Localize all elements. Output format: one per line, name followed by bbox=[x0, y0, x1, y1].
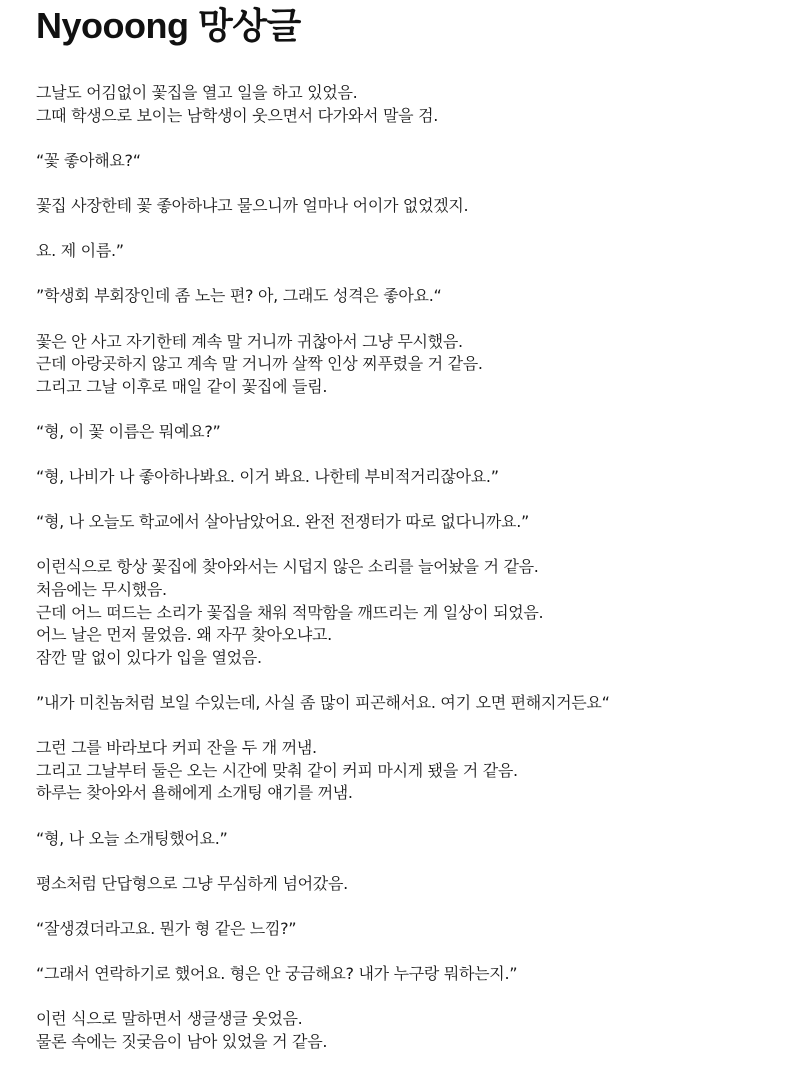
paragraph bbox=[36, 737, 764, 805]
paragraph bbox=[36, 918, 764, 941]
paragraph-line: 물론 속에는 짓궂음이 남아 있었을 거 같음. bbox=[36, 1031, 328, 1051]
paragraph-line: ”학생회 부회장인데 좀 노는 편? 아, 그래도 성격은 좋아요.“ bbox=[36, 286, 442, 306]
paragraph-line: 평소처럼 단답형으로 그냥 무심하게 넘어갔음. bbox=[36, 873, 348, 893]
paragraph-line: ”내가 미친놈처럼 보일 수있는데, 사실 좀 많이 피곤해서요. 여기 오면 편해지거든요“ bbox=[36, 693, 610, 713]
paragraph-line: “형, 나비가 나 좋아하나봐요. 이거 봐요. 나한테 부비적거리잖아요.” bbox=[36, 467, 499, 487]
paragraph-line: “꽃 좋아해요?“ bbox=[36, 150, 141, 170]
paragraph bbox=[36, 692, 764, 715]
paragraph bbox=[36, 511, 764, 534]
paragraph bbox=[36, 421, 764, 444]
paragraph bbox=[36, 873, 764, 896]
paragraph-line: 처음에는 무시했음. bbox=[36, 580, 167, 600]
paragraph-line: “형, 이 꽃 이름은 뭐예요?” bbox=[36, 421, 221, 441]
paragraph-line: 근데 아랑곳하지 않고 계속 말 거니까 살짝 인상 찌푸렸을 거 같음. bbox=[36, 354, 483, 374]
paragraph-line: 하루는 찾아와서 욜해에게 소개팅 얘기를 꺼냄. bbox=[36, 783, 353, 803]
paragraph-line: “형, 나 오늘 소개팅했어요.” bbox=[36, 828, 228, 848]
paragraph-line: 꽃집 사장한테 꽃 좋아하냐고 물으니까 얼마나 어이가 없었겠지. bbox=[36, 195, 469, 215]
paragraph bbox=[36, 466, 764, 489]
paragraph-line: 근데 어느 떠드는 소리가 꽃집을 채워 적막함을 깨뜨리는 게 일상이 되었음. bbox=[36, 602, 544, 622]
paragraph-line: “형, 나 오늘도 학교에서 살아남았어요. 완전 전쟁터가 따로 없다니까요.” bbox=[36, 512, 529, 532]
paragraph bbox=[36, 82, 764, 127]
paragraph bbox=[36, 195, 764, 218]
paragraph-line: 이런식으로 항상 꽃집에 찾아와서는 시덥지 않은 소리를 늘어놨을 거 같음. bbox=[36, 557, 539, 577]
paragraph bbox=[36, 150, 764, 173]
paragraph bbox=[36, 240, 764, 263]
paragraph bbox=[36, 556, 764, 669]
paragraph-line: 요. 제 이름.” bbox=[36, 241, 124, 261]
paragraph-line: 이런 식으로 말하면서 생글생글 웃었음. bbox=[36, 1009, 303, 1029]
paragraph-line: 그때 학생으로 보이는 남학생이 웃으면서 다가와서 말을 검. bbox=[36, 105, 439, 125]
paragraph bbox=[36, 285, 764, 308]
paragraph-line: 그날도 어김없이 꽃집을 열고 일을 하고 있었음. bbox=[36, 83, 358, 102]
paragraph-line: 어느 날은 먼저 물었음. 왜 자꾸 찾아오냐고. bbox=[36, 625, 332, 645]
paragraph-line: 그런 그를 바라보다 커피 잔을 두 개 꺼냄. bbox=[36, 738, 317, 758]
paragraph bbox=[36, 828, 764, 851]
paragraph-line: “잘생겼더라고요. 뭔가 형 같은 느낌?” bbox=[36, 918, 297, 938]
paragraph-line: “그래서 연락하기로 했어요. 형은 안 궁금해요? 내가 누구랑 뭐하는지.” bbox=[36, 964, 518, 984]
paragraph bbox=[36, 331, 764, 399]
paragraph-line: 그리고 그날부터 둘은 오는 시간에 맞춰 같이 커피 마시게 됐을 거 같음. bbox=[36, 760, 518, 780]
paragraph-line: 꽃은 안 사고 자기한테 계속 말 거니까 귀찮아서 그냥 무시했음. bbox=[36, 331, 463, 351]
paragraph bbox=[36, 1008, 764, 1053]
document-body bbox=[36, 82, 764, 1054]
paragraph bbox=[36, 963, 764, 986]
paragraph-line: 그리고 그날 이후로 매일 같이 꽃집에 들림. bbox=[36, 376, 328, 396]
paragraph-line: 잠깐 말 없이 있다가 입을 열었음. bbox=[36, 647, 262, 667]
document-title: Nyooong 망상글 bbox=[36, 5, 301, 46]
